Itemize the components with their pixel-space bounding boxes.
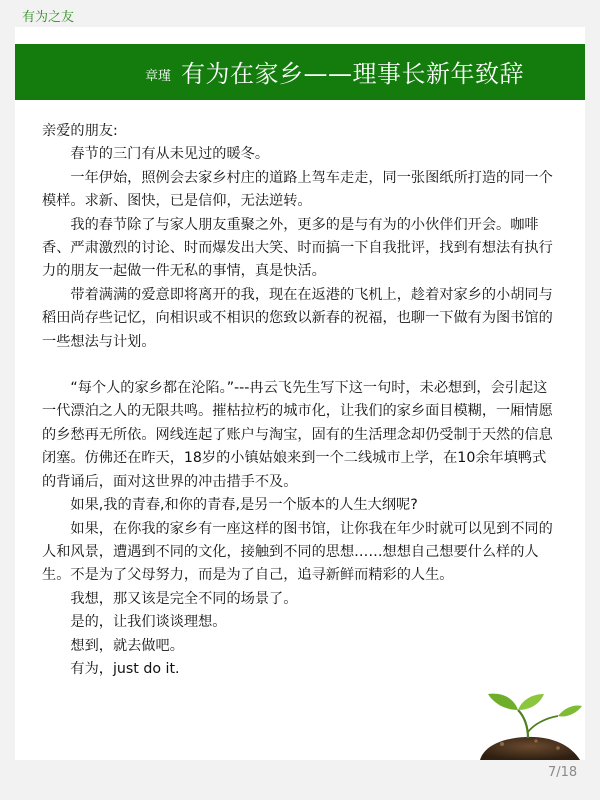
greeting: 亲爱的朋友: xyxy=(42,123,118,139)
paragraph-8: 我想，那又该是完全不同的场景了。 xyxy=(70,590,298,607)
paragraph-4: 带着满满的爱意即将离开的我，现在在返港的飞机上，趁着对家乡的小胡同与稻田尚存些记忆，向相识或不相识的您致以新春的祝福，也聊一下做有为图书馆的一些想法与计划。 xyxy=(42,286,553,350)
document-page xyxy=(15,27,585,760)
paragraph-9: 是的，让我们谈谈理想。 xyxy=(70,614,227,631)
paragraph-3: 我的春节除了与家人朋友重聚之外，更多的是与有为的小伙伴们开会。咖啡香、严肃激烈的讨论、时而爆发出大笑、时而搞一下自我批评，找到有想法有执行力的朋友一起做一件无私的事情，真是快活。 xyxy=(42,216,553,280)
paragraph-10: 想到，就去做吧。 xyxy=(70,637,184,654)
paragraph-7: 如果，在你我的家乡有一座这样的图书馆，让你我在年少时就可以见到不同的人和风景，遭遇到不同的文化，接触到不同的思想……想想自己想要什么样的人生。不是为了父母努力，而是为了自己，追寻新鲜而精彩的人生。 xyxy=(42,520,553,584)
author-name: 章瑾 xyxy=(145,69,172,84)
brand-label: 有为之友 xyxy=(22,10,75,25)
paragraph-gap xyxy=(42,354,560,377)
page-number: 7/18 xyxy=(548,765,578,780)
paragraph-2: 一年伊始，照例会去家乡村庄的道路上驾车走走，同一张图纸所打造的同一个模样。求新、图快，已是信仰，无法逆转。 xyxy=(42,169,553,210)
title-banner xyxy=(15,44,585,100)
page-title: 有为在家乡——理事长新年致辞 xyxy=(181,60,524,88)
paragraph-5: “每个人的家乡都在沦陷。”---冉云飞先生写下这一句时，未必想到，会引起这一代漂泊之人的无限共鸣。摧枯拉朽的城市化，让我们的家乡面目模糊，一厢情愿的乡愁再无所依。网线连起了账户与淘宝，固有的生活理念却仍受制于天然的信息闭塞。仿佛还在昨天，18岁的小镇姑娘来到一个二线城市上学，在10余年填鸭式的背诵后，面对这世界的冲击措手不及。 xyxy=(42,380,553,490)
letter-body xyxy=(42,120,560,681)
top-bar xyxy=(0,0,600,27)
seedling-icon xyxy=(462,680,585,760)
paragraph-6: 如果,我的青春,和你的青春,是另一个版本的人生大纲呢? xyxy=(70,497,418,514)
paragraph-1: 春节的三门有从未见过的暖冬。 xyxy=(70,146,270,163)
paragraph-11: 有为，just do it. xyxy=(70,660,180,677)
